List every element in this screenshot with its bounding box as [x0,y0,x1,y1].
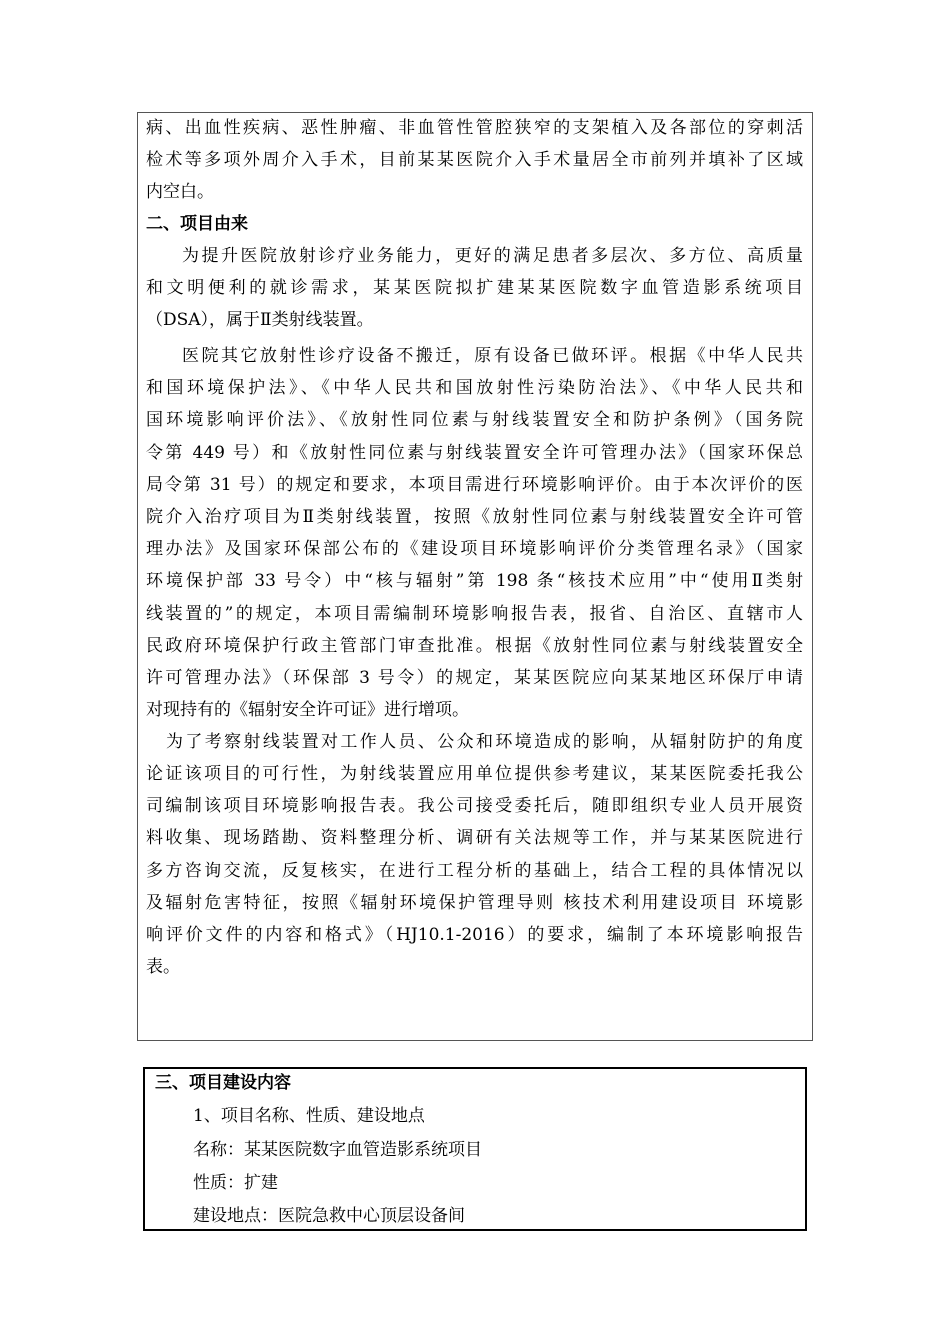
text-line: 局令第 31 号）的规定和要求，本项目需进行环境影响评价。由于本次评价的医 [146,475,803,495]
text-line: 为提升医院放射诊疗业务能力，更好的满足患者多层次、多方位、高质量 [182,246,803,266]
text-line: 和国环境保护法》、《中华人民共和国放射性污染防治法》、《中华人民共和 [146,378,803,398]
text-line: （DSA），属于Ⅱ类射线装置。 [146,310,374,330]
project-location: 建设地点：医院急救中心顶层设备间 [193,1206,465,1226]
text-line: 内空白。 [146,182,214,202]
project-name: 名称：某某医院数字血管造影系统项目 [193,1140,482,1160]
text-line: 多方咨询交流，反复核实，在进行工程分析的基础上，结合工程的具体情况以 [146,861,803,881]
text-line: 院介入治疗项目为Ⅱ类射线装置，按照《放射性同位素与射线装置安全许可管 [146,507,803,527]
text-line: 对现持有的《辐射安全许可证》进行增项。 [146,700,469,720]
text-line: 环境保护部 33 号令）中“核与辐射”第 198 条“核技术应用”中“使用Ⅱ类射 [146,571,803,591]
construction-content-table-cell [143,1067,807,1231]
text-line: 为了考察射线装置对工作人员、公众和环境造成的影响，从辐射防护的角度 [166,732,803,752]
text-line: 医院其它放射性诊疗设备不搬迁，原有设备已做环评。根据《中华人民共 [182,346,803,366]
text-line: 论证该项目的可行性，为射线装置应用单位提供参考建议，某某医院委托我公 [146,764,803,784]
section-heading-3: 三、项目建设内容 [155,1073,291,1093]
text-line: 料收集、现场踏勘、资料整理分析、调研有关法规等工作，并与某某医院进行 [146,828,803,848]
section-heading-2: 二、项目由来 [146,214,248,234]
text-line: 民政府环境保护行政主管部门审查批准。根据《放射性同位素与射线装置安全 [146,636,803,656]
project-origin-table-cell [137,112,813,1041]
text-line: 理办法》及国家环保部公布的《建设项目环境影响评价分类管理名录》（国家 [146,539,803,559]
item-heading: 1、项目名称、性质、建设地点 [193,1106,425,1126]
text-line: 国环境影响评价法》、《放射性同位素与射线装置安全和防护条例》（国务院 [146,410,803,430]
text-line: 和文明便利的就诊需求，某某医院拟扩建某某医院数字血管造影系统项目 [146,278,803,298]
text-line: 司编制该项目环境影响报告表。我公司接受委托后，随即组织专业人员开展资 [146,796,803,816]
text-line: 响评价文件的内容和格式》（HJ10.1-2016）的要求，编制了本环境影响报告 [146,925,803,945]
text-line: 检术等多项外周介入手术，目前某某医院介入手术量居全市前列并填补了区域 [146,150,803,170]
text-line: 病、出血性疾病、恶性肿瘤、非血管性管腔狭窄的支架植入及各部位的穿刺活 [146,118,803,138]
text-line: 表。 [146,957,180,977]
text-line: 及辐射危害特征，按照《辐射环境保护管理导则 核技术利用建设项目 环境影 [146,893,803,913]
text-line: 许可管理办法》（环保部 3 号令）的规定，某某医院应向某某地区环保厅申请 [146,668,803,688]
project-nature: 性质：扩建 [193,1173,278,1193]
text-line: 令第 449 号）和《放射性同位素与射线装置安全许可管理办法》（国家环保总 [146,443,803,463]
text-line: 线装置的”的规定，本项目需编制环境影响报告表，报省、自治区、直辖市人 [146,604,803,624]
